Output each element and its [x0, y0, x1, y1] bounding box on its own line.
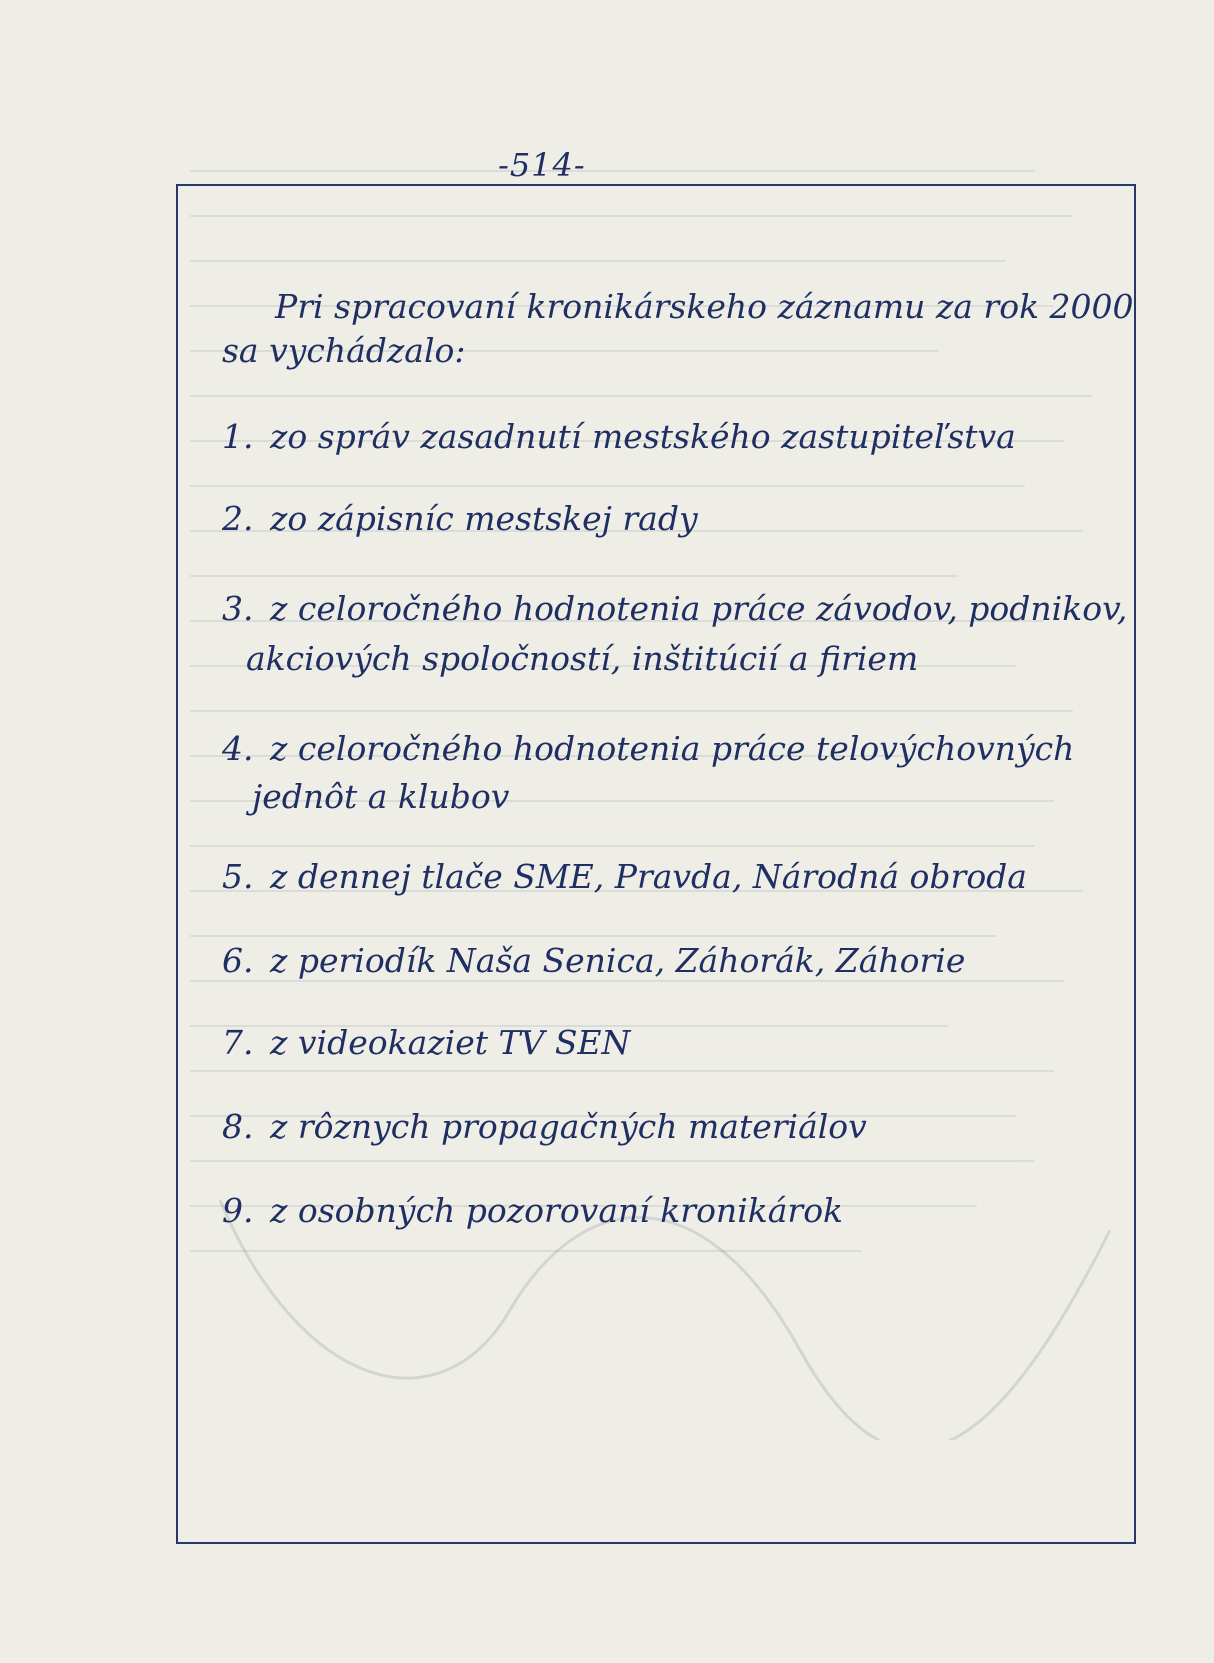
- list-item: [222, 1107, 867, 1146]
- item-number: 6.: [222, 941, 254, 980]
- item-text: z celoročného hodnotenia práce telovýchovných: [270, 729, 1075, 768]
- item-number: 8.: [222, 1107, 254, 1146]
- item-number: 3.: [222, 589, 254, 628]
- list-item: [222, 1023, 631, 1062]
- intro-line-1: Pri spracovaní kronikárskeho záznamu za rok 2000: [275, 287, 1134, 326]
- list-item-continuation: jednôt a klubov: [252, 777, 510, 816]
- intro-line-2: sa vychádzalo:: [222, 331, 466, 370]
- list-item: [222, 417, 1016, 456]
- item-text: z rôznych propagačných materiálov: [270, 1107, 867, 1146]
- list-item: [222, 1191, 844, 1230]
- item-number: 5.: [222, 857, 254, 896]
- item-text: z dennej tlače SME, Pravda, Národná obroda: [270, 857, 1027, 896]
- item-number: 7.: [222, 1023, 254, 1062]
- item-number: 9.: [222, 1191, 254, 1230]
- item-text: z osobných pozorovaní kronikárok: [270, 1191, 844, 1230]
- list-item-continuation: akciových spoločností, inštitúcií a firiem: [246, 639, 919, 678]
- item-text: z videokaziet TV SEN: [270, 1023, 631, 1062]
- list-item: [222, 499, 698, 538]
- item-number: 4.: [222, 729, 254, 768]
- item-text: zo správ zasadnutí mestského zastupiteľstva: [270, 417, 1016, 456]
- item-text: z celoročného hodnotenia práce závodov, podnikov,: [270, 589, 1128, 628]
- item-text: z periodík Naša Senica, Záhorák, Záhorie: [270, 941, 966, 980]
- list-item: [222, 941, 966, 980]
- list-item: [222, 729, 1075, 768]
- list-item: [222, 857, 1027, 896]
- page-number: -514-: [498, 146, 586, 184]
- item-number: 2.: [222, 499, 254, 538]
- list-item: [222, 589, 1128, 628]
- item-text: zo zápisníc mestskej rady: [270, 499, 698, 538]
- item-number: 1.: [222, 417, 254, 456]
